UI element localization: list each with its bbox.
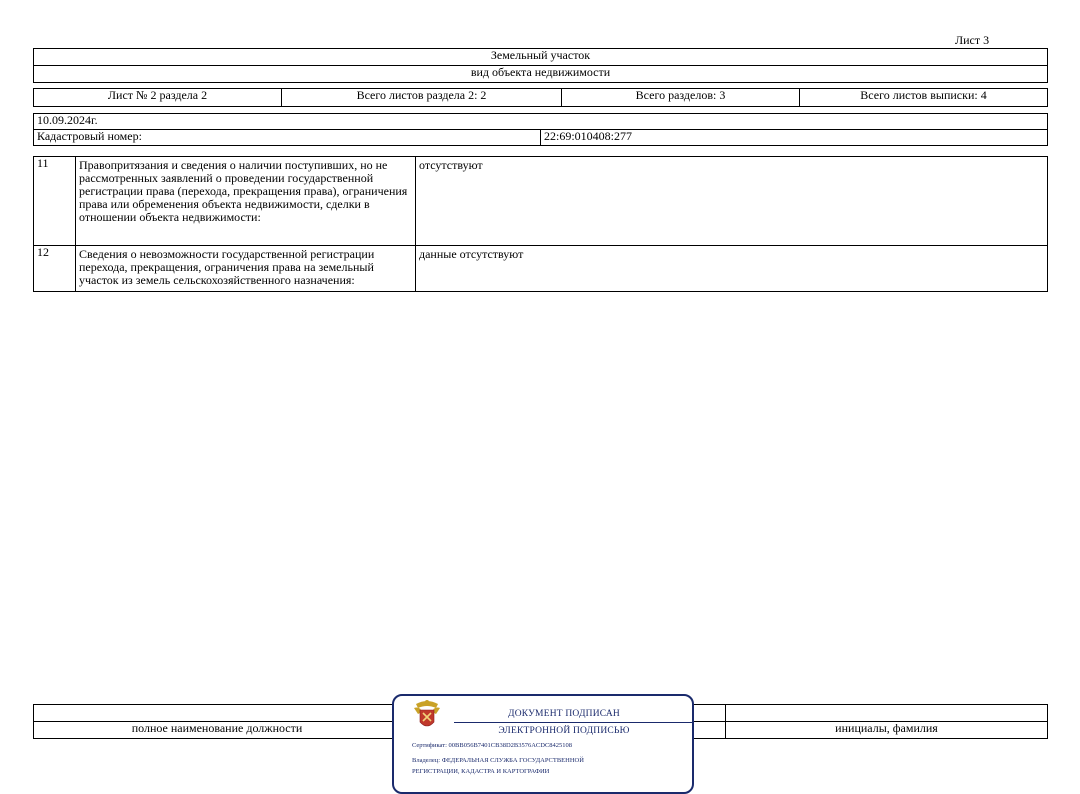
- extract-date: 10.09.2024г.: [34, 114, 1048, 130]
- meta-table: [33, 113, 1048, 146]
- cadastral-number: 22:69:010408:277: [541, 130, 1048, 146]
- object-header-table: [33, 48, 1048, 83]
- signature-line-2: ЭЛЕКТРОННОЙ ПОДПИСЬЮ: [498, 726, 630, 736]
- electronic-signature-stamp: [392, 694, 694, 794]
- row-label: Правопритязания и сведения о наличии поступивших, но не рассмотренных заявлений о проведении государственной регистрации права (перехода, прекращения права), ограничения права или обременения объекта недвижимости, сделки в отношении объекта недвижимости:: [76, 157, 416, 246]
- certificate-text: Сертификат: 00BB056B7401CB38D2B3576ACDC8425108: [412, 742, 573, 749]
- object-subtitle: вид объекта недвижимости: [34, 66, 1048, 83]
- rights-table: [33, 156, 1048, 292]
- coat-of-arms-icon: [412, 698, 442, 732]
- total-extract-sheets-cell: Всего листов выписки: 4: [800, 89, 1048, 107]
- row-number: 11: [34, 157, 76, 246]
- name-cell: [726, 705, 1048, 722]
- signature-line-1: ДОКУМЕНТ ПОДПИСАН: [508, 709, 620, 719]
- row-value: отсутствуют: [416, 157, 1048, 246]
- position-cell: [34, 705, 401, 722]
- total-sections-cell: Всего разделов: 3: [562, 89, 800, 107]
- stamp-divider: [454, 722, 692, 723]
- sheet-no-cell: Лист № 2 раздела 2: [34, 89, 282, 107]
- owner-text-cont: РЕГИСТРАЦИИ, КАДАСТРА И КАРТОГРАФИИ: [412, 768, 550, 775]
- position-caption: полное наименование должности: [34, 722, 401, 739]
- table-row: [34, 246, 1048, 292]
- name-caption: инициалы, фамилия: [726, 722, 1048, 739]
- table-row: [34, 157, 1048, 246]
- total-section-sheets-cell: Всего листов раздела 2: 2: [282, 89, 562, 107]
- owner-text: Владелец: ФЕДЕРАЛЬНАЯ СЛУЖБА ГОСУДАРСТВЕННОЙ: [412, 757, 584, 764]
- row-value: данные отсутствуют: [416, 246, 1048, 292]
- row-label: Сведения о невозможности государственной регистрации перехода, прекращения, ограничения права на земельный участок из земель сельскохозяйственного назначения:: [76, 246, 416, 292]
- object-title: Земельный участок: [34, 49, 1048, 66]
- row-number: 12: [34, 246, 76, 292]
- sheet-number-label: Лист 3: [955, 33, 990, 47]
- sheet-info-table: [33, 88, 1048, 107]
- cadastral-label: Кадастровый номер:: [34, 130, 541, 146]
